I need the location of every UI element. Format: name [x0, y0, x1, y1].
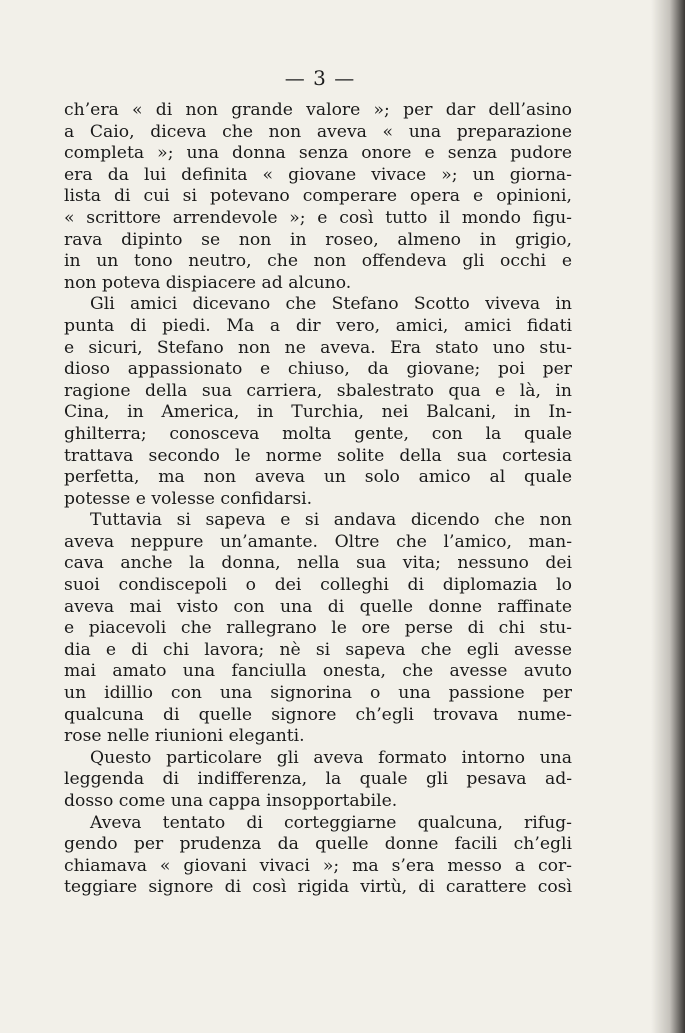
text-line: teggiare signore di così rigida virtù, di carattere così	[64, 877, 572, 898]
text-line: completa »; una donna senza onore e senza pudore	[64, 143, 572, 164]
text-line: « scrittore arrendevole »; e così tutto il mondo figu-	[64, 207, 572, 228]
text-line: Tuttavia si sapeva e si andava dicendo che non	[90, 510, 572, 531]
text-line: lista di cui si potevano comperare opera e opinioni,	[64, 186, 572, 207]
text-line: chiamava « giovani vivaci »; ma s’era messo a cor-	[64, 855, 572, 876]
text-line: qualcuna di quelle signore ch’egli trovava nume-	[64, 704, 572, 725]
text-line: era da lui definita « giovane vivace »; un giorna-	[64, 164, 572, 185]
text-line: mai amato una fanciulla onesta, che avesse avuto	[64, 661, 572, 682]
text-line: cava anche la donna, nella sua vita; nessuno dei	[64, 553, 572, 574]
text-line: ch’era « di non grande valore »; per dar dell’asino	[64, 100, 572, 120]
text-line: Questo particolare gli aveva formato intorno una	[90, 747, 572, 768]
text-line: ragione della sua carriera, sbalestrato qua e là, in	[64, 380, 572, 401]
text-line: Aveva tentato di corteggiarne qualcuna, rifug-	[90, 812, 572, 833]
body-text	[64, 100, 572, 899]
text-line: punta di piedi. Ma a dir vero, amici, amici fidati	[64, 315, 572, 336]
page-number: — 3 —	[284, 66, 356, 90]
text-line: e piacevoli che rallegrano le ore perse di chi stu-	[64, 618, 572, 639]
text-line: leggenda di indifferenza, la quale gli pesava ad-	[64, 769, 572, 790]
text-line: dia e di chi lavora; nè si sapeva che egli avesse	[64, 639, 572, 660]
binding-shadow	[651, 0, 685, 1033]
text-line: Gli amici dicevano che Stefano Scotto viveva in	[90, 294, 572, 315]
text-line: rose nelle riunioni eleganti.	[64, 726, 305, 747]
text-line: aveva neppure un’amante. Oltre che l’amico, man-	[64, 531, 572, 552]
text-line: dioso appassionato e chiuso, da giovane; poi per	[64, 359, 572, 380]
text-line: ghilterra; conosceva molta gente, con la quale	[64, 423, 572, 444]
text-line: dosso come una cappa insopportabile.	[64, 791, 398, 811]
text-line: perfetta, ma non aveva un solo amico al quale	[64, 467, 572, 488]
text-line: in un tono neutro, che non offendeva gli occhi e	[64, 251, 572, 272]
text-line: non poteva dispiacere ad alcuno.	[64, 272, 352, 293]
text-line: rava dipinto se non in roseo, almeno in grigio,	[64, 229, 572, 250]
text-line: e sicuri, Stefano non ne aveva. Era stato uno stu-	[64, 337, 572, 358]
text-line: aveva mai visto con una di quelle donne raffinate	[64, 596, 572, 617]
text-line: Cina, in America, in Turchia, nei Balcani, in In-	[64, 402, 572, 423]
text-line: suoi condiscepoli o dei colleghi di diplomazia lo	[64, 575, 572, 596]
text-line: a Caio, diceva che non aveva « una preparazione	[64, 121, 572, 142]
text-line: un idillio con una signorina o una passione per	[64, 683, 572, 704]
text-line: gendo per prudenza da quelle donne facili ch’egli	[64, 834, 572, 855]
text-line: potesse e volesse confidarsi.	[64, 488, 313, 509]
text-line: trattava secondo le norme solite della sua cortesia	[64, 445, 572, 466]
